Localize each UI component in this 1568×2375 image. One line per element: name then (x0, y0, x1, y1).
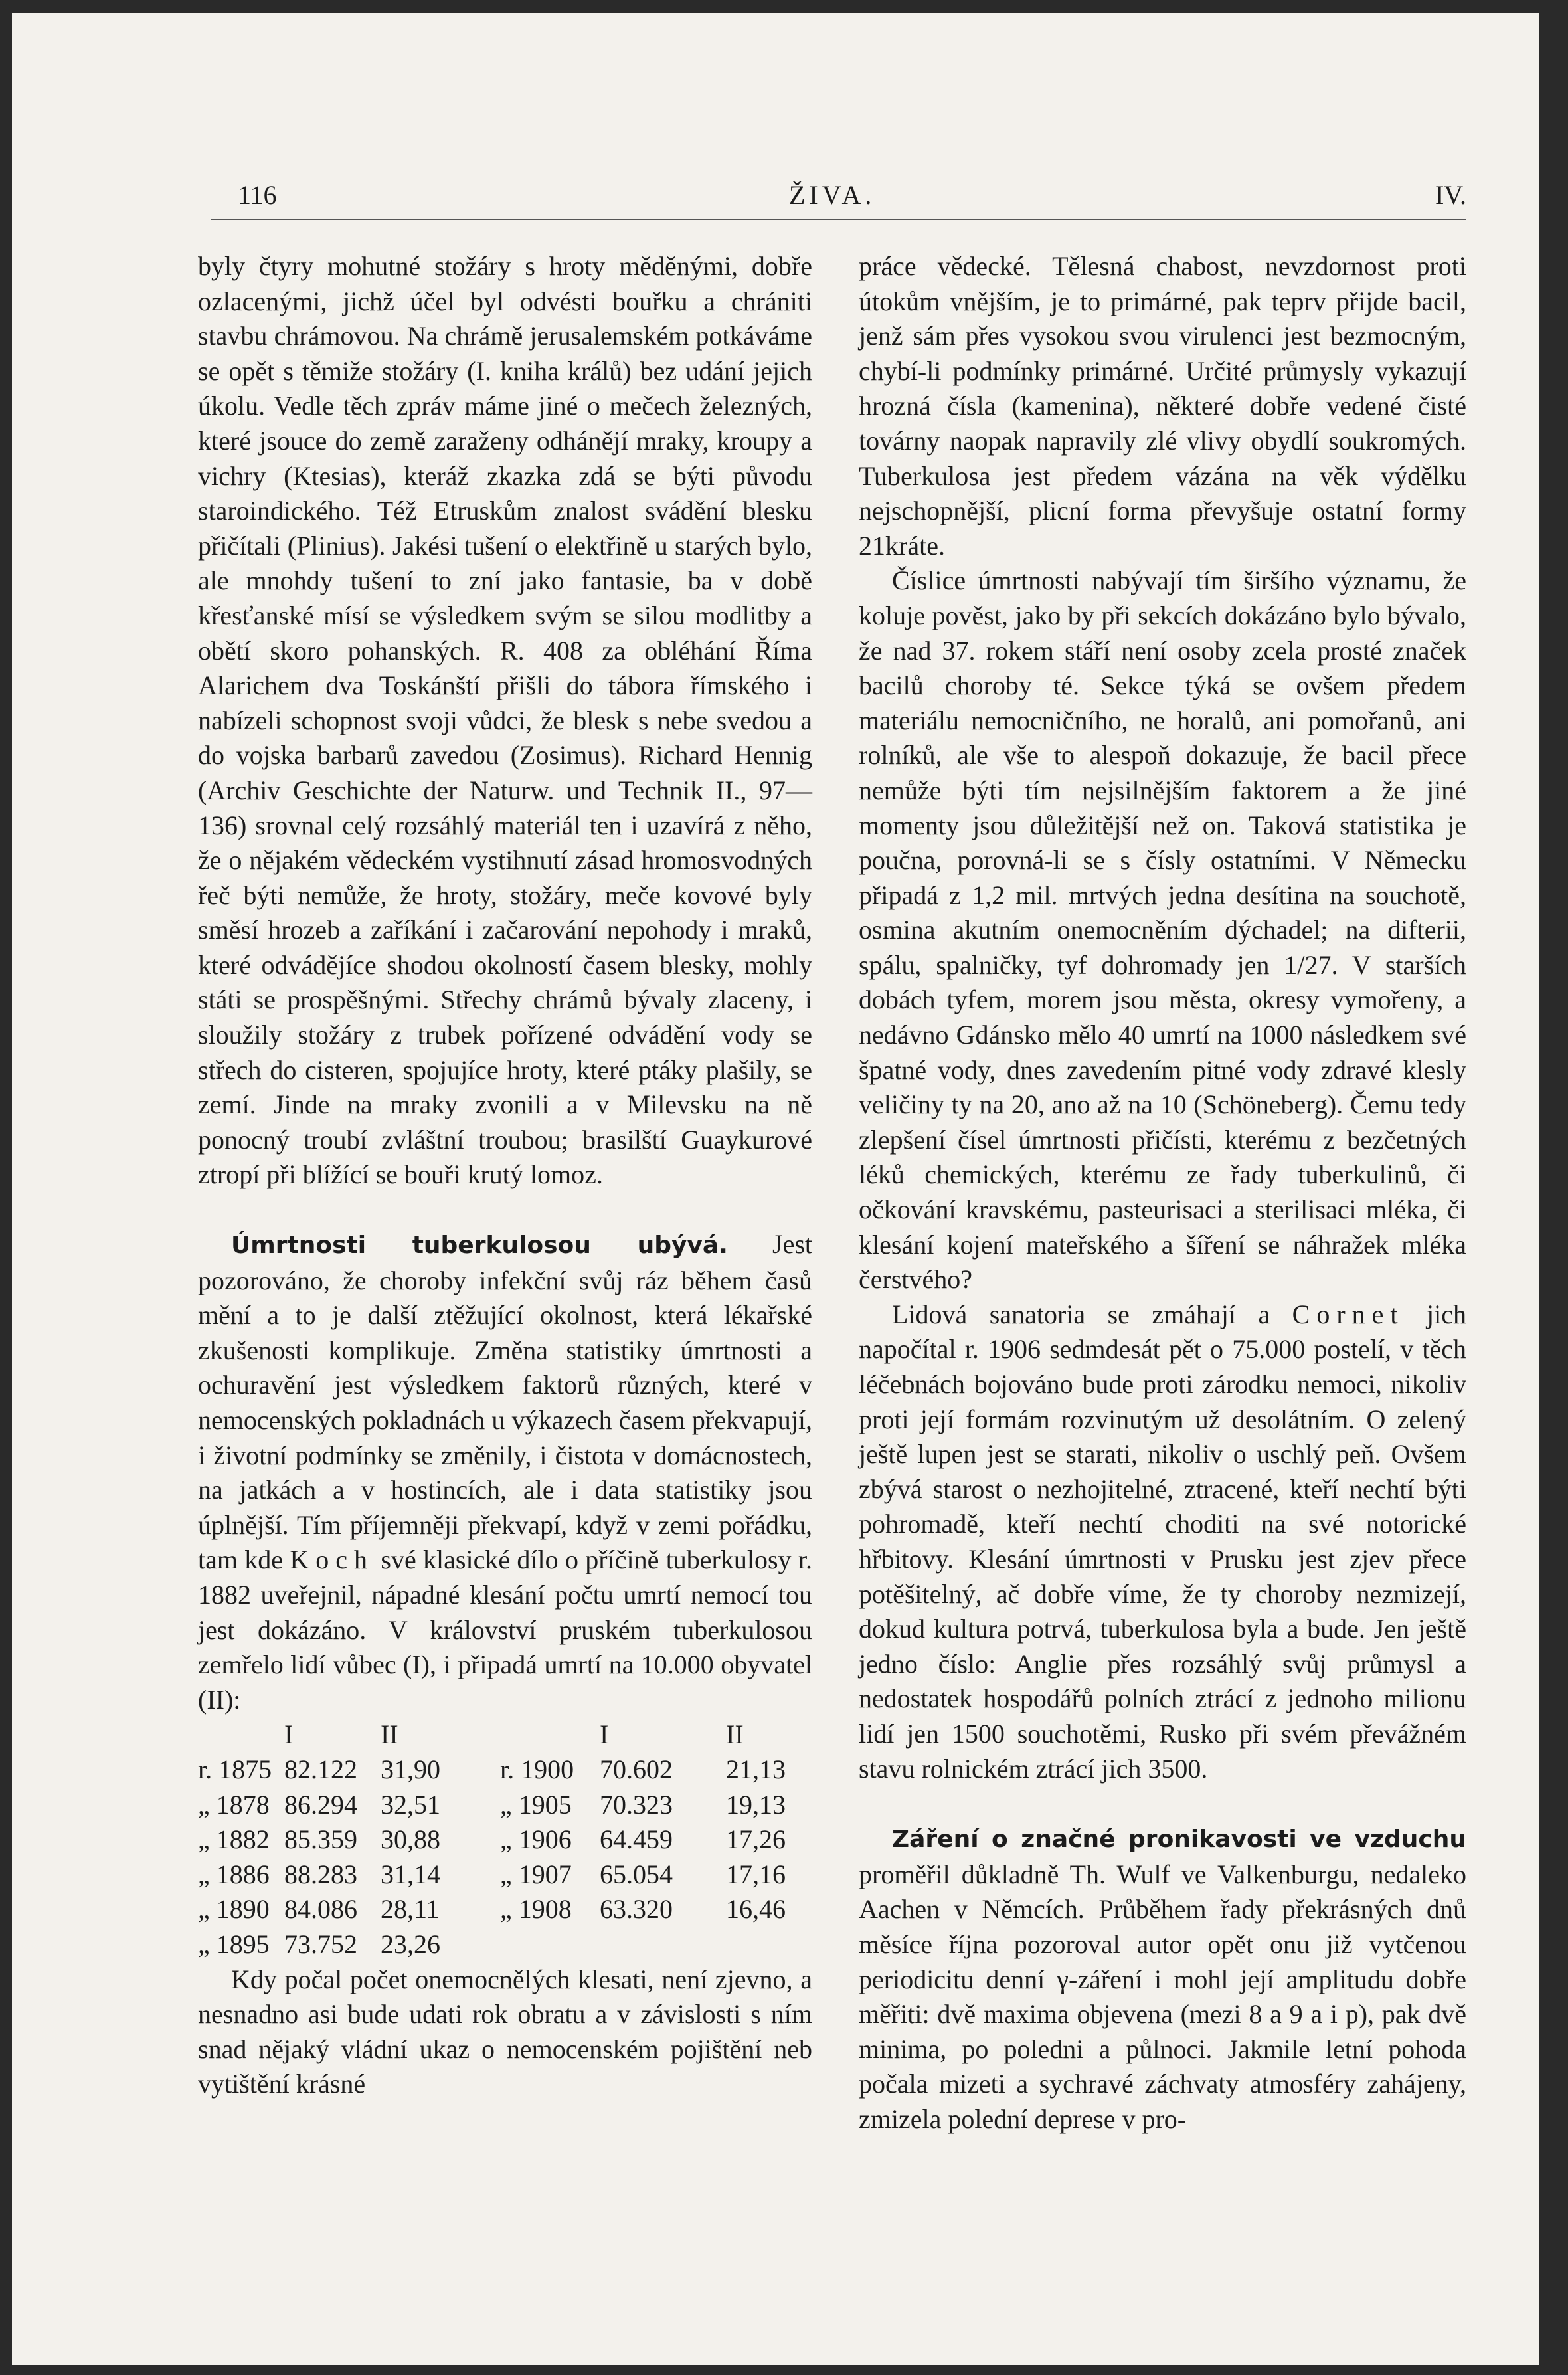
tb-text-a: Jest pozorováno, že choroby infekční svůj ráz během časů mění a to je další ztěžující okolnost, která lékařské zkušenosti komplikuje. Změna statistiky úmrtnosti a ochuravění jest výsledkem faktorů různých, které v nemocenských pokladnách u výkazech časem překvapují, i životní podmínky se změnily, i čistota v domácnostech, na jatkách a v hostincích, ale i data statistiky jsou úplnější. Tím příjemněji překvapí, když v zemi pořádku, tam kde (198, 1229, 812, 1575)
table-cell: 32,51 (381, 1789, 440, 1820)
stats-text-b: . V starších dobách tyfem, morem jsou města, okresy vymořeny, a nedávno Gdánsko mělo 40 umrtí na 1000 následkem své špatné vody, dnes zavedením pitné vody zdravé klesly veličiny ty na 20, ano až na 10 (Schöneberg). Čemu tedy zlepšení čísel úmrtnosti přičísti, kterému z bezčetných léků chemických, kterému ze řady tuberkulinů, či očkování kravskému, pasteurisaci a sterilisaci mléka, či klesání kojení mateřského a šíření se náhražek mléka čerstvého? (859, 949, 1467, 1295)
table-cell: 28,11 (381, 1894, 440, 1925)
table-header-cell: I (284, 1719, 294, 1750)
table-cell: 70.602 (600, 1754, 673, 1784)
table-cell: 30,88 (381, 1824, 440, 1855)
page-number: 116 (238, 180, 277, 210)
name-cornet: Cornet (1292, 1299, 1405, 1329)
table-row (198, 1927, 812, 1962)
section-gap (859, 1786, 1466, 1821)
table-row (198, 1753, 812, 1788)
book-page (12, 13, 1539, 2365)
journal-title: ŽIVA. (789, 180, 876, 210)
table-cell: 17,16 (726, 1859, 786, 1889)
paragraph-continuation: práce vědecké. Tělesná chabost, nevzdornost proti útokům vnějším, je to primárné, pak teprv přijde bacil, jenž sám přes vysokou svou virulenci jest bezmocným, chybí-li podmínky primárné. Určité průmysly vykazují hrozná čísla (kamenina), některé dobře vedené čisté továrny naopak napravily zlé vlivy obydlí soukromých. Tuberkulosa jest předem vázána na věk výdělku nejschopnější, plicní forma převyšuje ostatní formy 21kráte. (859, 251, 1466, 561)
section-heading-tuberculosis: Úmrtnosti tuberkulosou ubývá. (231, 1232, 728, 1260)
table-cell: „ 1906 (500, 1824, 572, 1855)
table-row (198, 1788, 812, 1823)
section-heading-radiation: Záření o značné pronikavosti ve vzduchu (892, 1826, 1466, 1853)
left-column (198, 249, 812, 2102)
section-gap (198, 1192, 812, 1227)
table-cell: 23,26 (381, 1929, 440, 1959)
table-cell: r. 1900 (500, 1754, 574, 1784)
radiation-text: proměřil důkladně Th. Wulf ve Valkenburgu, nedaleko Aachen v Němcích. Průběhem řady překrásných dnů měsíce října pozoroval autor opět onu již vytčenou periodicitu denní γ-záření i mohl její amplitudu dobře měřiti: dvě maxima objevena (mezi 8 a 9 a i p), pak dvě minima, po poledni a půlnoci. Jakmile letní pohoda počala mizeti a sychravé záchvaty atmosféry zahájeny, zmizela polední deprese v pro- (859, 1859, 1466, 2134)
paragraph-statistics (859, 563, 1466, 1297)
paragraph-after-table: Kdy počal počet onemocnělých klesati, není zjevno, a nesnadno asi bude udati rok obratu a v závislosti s ním snad nějaký vládní ukaz o nemocenském pojištění neb vytištění krásné (198, 1964, 812, 2099)
table-cell: „ 1890 (198, 1894, 270, 1925)
paragraph-tuberculosis (198, 1227, 812, 1717)
volume-number: IV. (1435, 180, 1466, 210)
sanatoria-text-b: jich napočítal r. 1906 sedmdesát pět o 75.000 postelí, v těch léčebnách bojováno bude proti zárodku nemoci, nikoliv proti její formám rozvinutým už desolátním. O zelený ještě lupen jest se starati, nikoliv o uschlý peň. Ovšem zbývá starost o nezhojitelné, ztracené, kteří nechtí býti pohromadě, kteří nechtí choditi na své notorické hřbitovy. Klesání úmrtnosti v Prusku jest zjev přece potěšitelný, ač dobře víme, že ty choroby nezmizejí, dokud kultura potrvá, tuberkulosa byla a bude. Jen ještě jedno číslo: Anglie přes rozsáhlý svůj průmysl a nedostatek hospodářů polních ztrácí z jednoho milionu lidí jen 1500 souchotěmi, Rusko při svém převážném stavu rolnickém ztrácí jich 3500. (859, 1299, 1466, 1784)
table-cell: 84.086 (284, 1894, 357, 1925)
table-cell: 17,26 (726, 1824, 786, 1855)
table-cell: 64.459 (600, 1824, 673, 1855)
paragraph-sanatoria (859, 1297, 1466, 1786)
table-cell (500, 1927, 600, 1962)
table-header-cell: II (726, 1719, 744, 1750)
table-cell: 65.054 (600, 1859, 673, 1889)
table-cell: 19,13 (726, 1789, 786, 1820)
table-cell: 70.323 (600, 1789, 673, 1820)
sanatoria-text-a: Lidová sanatoria se zmáhají a (892, 1299, 1292, 1329)
table-cell: 86.294 (284, 1789, 357, 1820)
table-cell: r. 1875 (198, 1754, 272, 1784)
table-cell: 85.359 (284, 1824, 357, 1855)
stats-text-a: Číslice úmrtnosti nabývají tím širšího významu, že koluje pověst, jako by při sekcích dokázáno bylo bývalo, že nad 37. rokem stáří není osoby zcela prosté značek bacilů choroby té. Sekce týká se ovšem předem materiálu nemocničního, ne horalů, ani pomořanů, ani rolníků, ale vše to alespoň dokazuje, že bacil přece nemůže býti tím nejsilnějším faktorem a že jiné momenty jsou důležitější než on. Taková statistika je poučna, porovná-li se s čísly ostatními. V Německu připadá z 1,2 mil. mrtvých jedna desítina na souchotě, osmina akutním onemocněním dýchadel; na difterii, spálu, spalničky, tyf dohromady jen (859, 565, 1466, 980)
table-cell: „ 1908 (500, 1894, 572, 1925)
table-header-cell: II (381, 1719, 398, 1750)
table-cell: 73.752 (284, 1929, 357, 1959)
table-row (198, 1892, 812, 1927)
table-header-cell: I (600, 1719, 609, 1750)
table-cell: 63.320 (600, 1894, 673, 1925)
header-rule (211, 219, 1466, 224)
table-cell: 16,46 (726, 1894, 786, 1925)
table-cell: „ 1895 (198, 1929, 270, 1959)
table-cell: „ 1905 (500, 1789, 572, 1820)
paragraph-radiation (859, 1821, 1466, 2137)
table-cell: „ 1882 (198, 1824, 270, 1855)
table-row (198, 1857, 812, 1893)
table-cell (726, 1927, 812, 1962)
table-cell: 82.122 (284, 1754, 357, 1784)
mortality-table (198, 1717, 812, 1962)
table-cell: 31,90 (381, 1754, 440, 1784)
right-column (859, 249, 1466, 2137)
fraction: 1/27 (1284, 949, 1332, 980)
table-cell (600, 1927, 726, 1962)
running-header (211, 179, 1466, 219)
table-cell: 31,14 (381, 1859, 440, 1889)
table-cell: „ 1878 (198, 1789, 270, 1820)
table-cell: „ 1907 (500, 1859, 572, 1889)
table-cell: 21,13 (726, 1754, 786, 1784)
table-cell: „ 1886 (198, 1859, 270, 1889)
paragraph-lightning: byly čtyry mohutné stožáry s hroty měděnými, dobře ozlacenými, jichž účel byl odvésti bouřku a chrániti stavbu chrámovou. Na chrámě jerusalemském potkáváme se opět s těmiže stožáry (I. kniha králů) bez udání jejich úkolu. Vedle těch zpráv máme jiné o mečech železných, které jsouce do země zaraženy odhánějí mraky, kroupy a vichry (Ktesias), kteráž zkazka zdá se býti původu staroindického. Též Etruskům znalost svádění blesku přičítali (Plinius). Jakési tušení o elektřině u starých bylo, ale mnohdy tušení to zní jako fantasie, ba v době křesťanské mísí se výsledkem svým se silou modlitby a obětí skoro pohanských. R. 408 za obléhání Říma Alarichem dva Toskánští přišli do tábora římského i nabízeli schopnost svoji vůdci, že blesk s nebe svedou a do vojska barbarů zavedou (Zosimus). Richard Hennig (Archiv Geschichte der Naturw. und Technik II., 97—136) srovnal celý rozsáhlý materiál ten i uzavírá z něho, že o nějakém vědeckém vystihnutí zásad hromosvodných řeč býti nemůže, že hroty, stožáry, meče kovové byly směsí hrozeb a zaříkání i začarování nepohody i mraků, které odvádějíce shodou okolností časem blesky, mohly státi se prospěšnými. Střechy chrámů bývaly zlaceny, i sloužily stožáry z trubek pořízené odvádění vody se střech do cisteren, spojujíce hroty, které ptáky plašily, se zemí. Jinde na mraky zvonili a v Milevsku na ně ponocný troubí zvláštní troubou; brasilští Guaykurové ztropí při blížící se bouři krutý lomoz. (198, 251, 812, 1190)
table-header-row (198, 1717, 812, 1753)
tb-text-b: své klasické dílo o příčině tuberkulosy r. 1882 uveřejnil, nápadné klesání počtu umrtí nemocí tou jest dokázáno. V království pruském tuberkulosou zemřelo lidí vůbec (I), i připadá umrtí na 10.000 obyvatel (II): (198, 1545, 813, 1715)
table-cell: 88.283 (284, 1859, 357, 1889)
table-row (198, 1822, 812, 1857)
name-koch: Koch (290, 1545, 375, 1575)
